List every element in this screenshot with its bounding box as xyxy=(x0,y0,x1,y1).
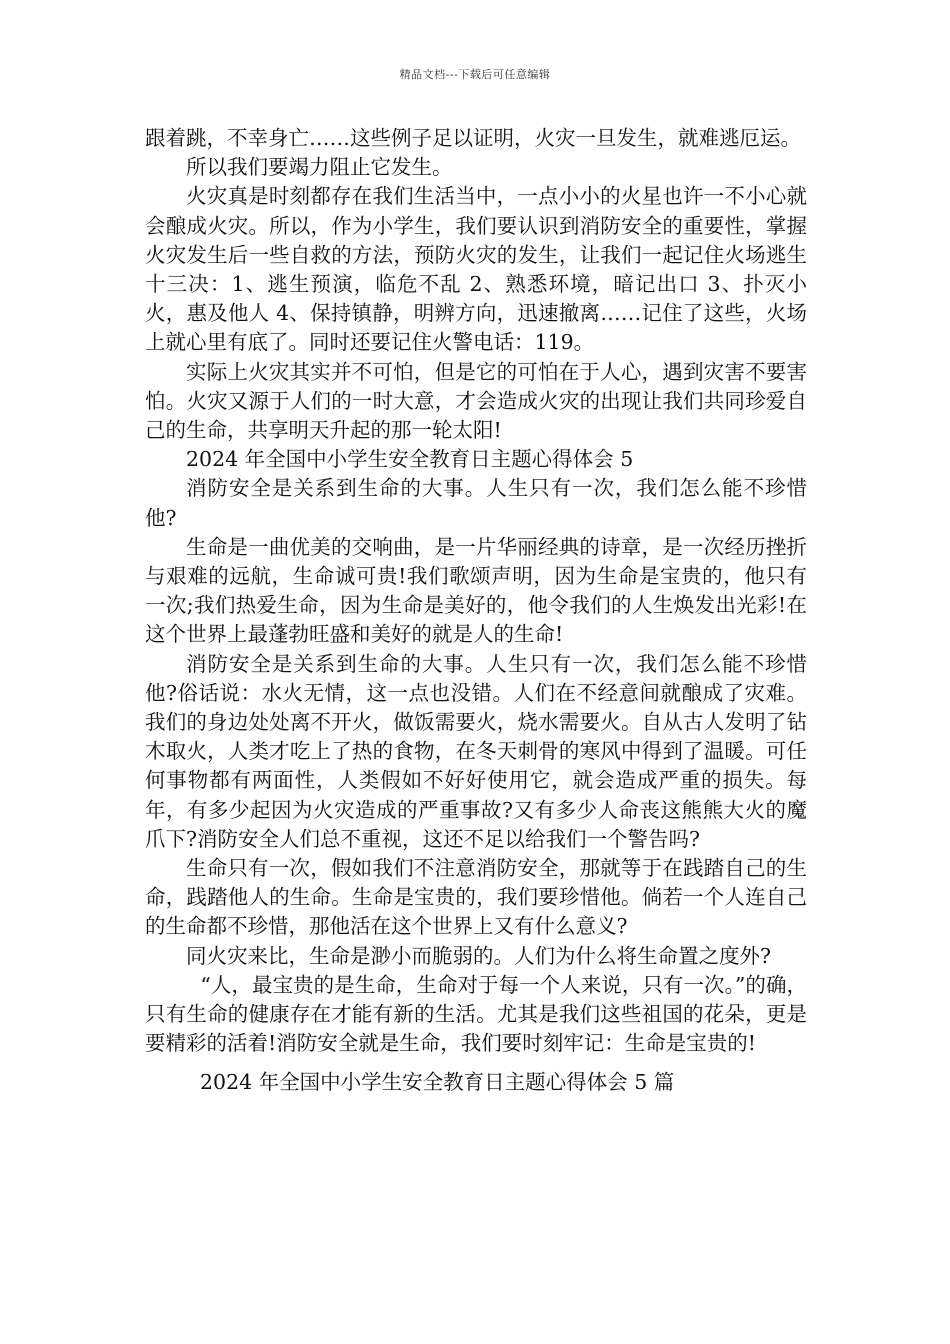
page-header: 精品文档---下载后可任意编辑 xyxy=(399,68,551,81)
paragraph: 生命是一曲优美的交响曲，是一片华丽经典的诗章，是一次经历挫折与艰难的远航，生命诚可贵!我们歌颂声明，因为生命是宝贵的，他只有一次;我们热爱生命，因为生命是美好的，他令我们的人生焕发出光彩!在这个世界上最蓬勃旺盛和美好的就是人的生命! xyxy=(145,534,807,647)
footer-title: 2024 年全国中小学生安全教育日主题心得体会 5 篇 xyxy=(200,1070,675,1094)
paragraph: 生命只有一次，假如我们不注意消防安全，那就等于在践踏自己的生命，践踏他人的生命。生命是宝贵的，我们要珍惜他。倘若一个人连自己的生命都不珍惜，那他活在这个世界上又有什么意义? xyxy=(145,856,807,939)
paragraph: 同火灾来比，生命是渺小而脆弱的。人们为什么将生命置之度外? xyxy=(186,943,771,968)
paragraph: 消防安全是关系到生命的大事。人生只有一次，我们怎么能不珍惜他? xyxy=(145,476,807,530)
document-body xyxy=(145,124,807,1059)
paragraph: 所以我们要竭力阻止它发生。 xyxy=(186,155,453,180)
section-heading: 2024 年全国中小学生安全教育日主题心得体会 5 xyxy=(186,447,634,472)
paragraph: 火灾真是时刻都存在我们生活当中，一点小小的火星也许一不小心就会酿成火灾。所以，作为小学生，我们要认识到消防安全的重要性，掌握火灾发生后一些自救的方法，预防火灾的发生，让我们一起记住火场逃生十三决：1、逃生预演，临危不乱 2、熟悉环境，暗记出口 3、扑灭小火，惠及他人 4、保持镇静，明辨方向，迅速撤离……记住了这些，火场上就心里有底了。同时还要记住火警电话：119。 xyxy=(145,184,807,355)
paragraph: “人，最宝贵的是生命，生命对于每一个人来说，只有一次。”的确，只有生命的健康存在才能有新的生活。尤其是我们这些祖国的花朵，更是要精彩的活着!消防安全就是生命，我们要时刻牢记：生命是宝贵的! xyxy=(145,972,807,1056)
paragraph: 消防安全是关系到生命的大事。人生只有一次，我们怎么能不珍惜他?俗话说：水火无情，这一点也没错。人们在不经意间就酿成了灾难。我们的身边处处离不开火，做饭需要火，烧水需要火。自从古人发明了钻木取火，人类才吃上了热的食物，在冬天刺骨的寒风中得到了温暖。可任何事物都有两面性，人类假如不好好使用它，就会造成严重的损失。每年，有多少起因为火灾造成的严重事故?又有多少人命丧这熊熊大火的魔爪下?消防安全人们总不重视，这还不足以给我们一个警告吗? xyxy=(145,651,807,851)
paragraph: 跟着跳，不幸身亡……这些例子足以证明，火灾一旦发生，就难逃厄运。 xyxy=(145,126,801,150)
paragraph: 实际上火灾其实并不可怕，但是它的可怕在于人心，遇到灾害不要害怕。火灾又源于人们的一时大意，才会造成火灾的出现让我们共同珍爱自己的生命，共享明天升起的那一轮太阳! xyxy=(145,359,807,443)
